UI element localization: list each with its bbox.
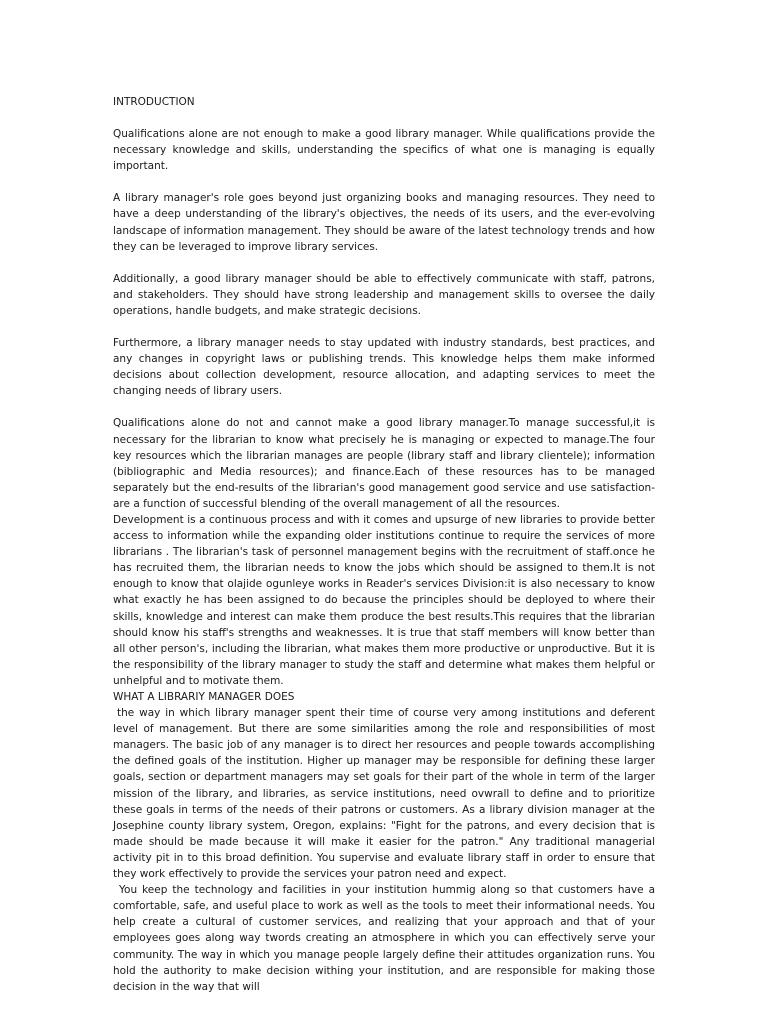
paragraph-2: A library manager's role goes beyond just organizing books and managing resources. They need to have a deep understanding of the library's objectives, the needs of its users, and the ever-evolving landscape of information management. They should be aware of the latest technology trends and how they can be leveraged to improve library services.	[113, 192, 655, 253]
paragraph-4: Furthermore, a library manager needs to stay updated with industry standards, best practices, and any changes in copyright laws or publishing trends. This knowledge helps them make informed decisions about collection development, resource allocation, and adapting services to meet the changing needs of library users.	[113, 337, 655, 398]
paragraph-8: You keep the technology and facilities in your institution hummig along so that customers have a comfortable, safe, and useful place to work as well as the tools to meet their informational needs. You help create a cultural of customer services, and realizing that your approach and that of your employees goes along way twords creating an atmosphere in which you can effectively serve your community. The way in which you manage people largely define their attitudes organization runs. You hold the authority to make decision withing your institution, and are responsible for making those decision in the way that will	[113, 884, 655, 993]
paragraph-3: Additionally, a good library manager should be able to effectively communicate with staff, patrons, and stakeholders. They should have strong leadership and management skills to oversee the daily operations, handle budgets, and make strategic decisions.	[113, 272, 655, 317]
document-heading: INTRODUCTION	[113, 96, 195, 108]
document-body	[113, 94, 655, 995]
paragraph-6: Development is a continuous process and with it comes and upsurge of new libraries to provide better access to information while the expanding older institutions continue to require the services of more librarians . The librarian's task of personnel management begins with the recruitment of staff.once he has recruited them, the librarian needs to know the jobs which should be assigned to them.It is not enough to know that olajide ogunleye works in Reader's services Division:it is also necessary to know what exactly he has been assigned to do because the principles should be deployed to where their skills, knowledge and interest can make them produce the best results.This requires that the librarian should know his staff's strengths and weaknesses. It is true that staff members will know better than all other person's, including the librarian, what makes them more productive or unproductive. But it is the responsibility of the library manager to study the staff and determine what makes them helpful or unhelpful and to motivate them.	[113, 513, 655, 687]
paragraph-5: Qualifications alone do not and cannot make a good library manager.To manage successful,it is necessary for the librarian to know what precisely he is managing or expected to manage.The four key resources which the librarian manages are people (library staff and library clientele); information (bibliographic and Media resources); and finance.Each of these resources has to be managed separately but the end-results of the librarian's good management good service and use satisfaction-are a function of successful blending of the overall management of all the resources.	[113, 417, 655, 510]
section-heading: WHAT A LIBRARIY MANAGER DOES	[113, 691, 295, 703]
paragraph-7: the way in which library manager spent their time of course very among institutions and deferent level of management. But there are some similarities among the role and responsibilities of most managers. The basic job of any manager is to direct her resources and people towards accomplishing the defined goals of the institution. Higher up manager may be responsible for defining these larger goals, section or department managers may set goals for their part of the whole in term of the larger mission of the library, and libraries, as service institutions, need ovwrall to define and to prioritize these goals in terms of the needs of their patrons or customers. As a library division manager at the Josephine county library system, Oregon, explains: "Fight for the patrons, and every decision that is made should be made because it will make it easier for the patron." Any traditional managerial activity pit in to this broad definition. You supervise and evaluate library staff in order to ensure that they work effectively to provide the services your patron need and expect.	[113, 707, 655, 881]
paragraph-1: Qualifications alone are not enough to make a good library manager. While qualifications provide the necessary knowledge and skills, understanding the specifics of what one is managing is equally important.	[113, 128, 655, 173]
